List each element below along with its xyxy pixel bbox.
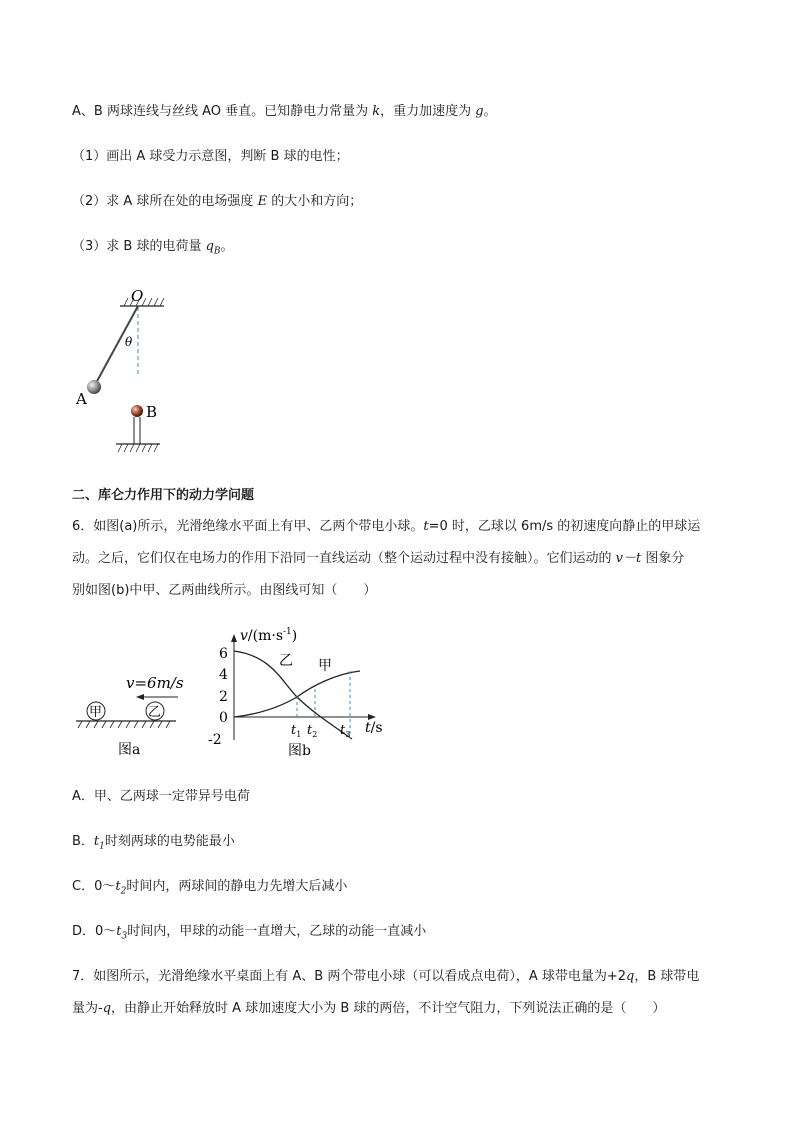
y-axis-label	[240, 627, 297, 644]
question-2: （2）求 A 球所在处的电场强度 E 的大小和方向；	[72, 194, 363, 209]
label-B: B	[146, 403, 158, 421]
y-tick-6: 6	[219, 646, 228, 662]
velocity-label: v=6m/s	[126, 674, 184, 692]
svg-text:v/(m·s-1): $v/(m\cdot s^{-1})$	[240, 627, 298, 644]
y-tick-4: 4	[219, 667, 228, 683]
option-a: A．甲、乙两球一定带异号电荷	[72, 789, 250, 804]
q7-line-2: 量为-q，由静止开始释放时 A 球加速度大小为 B 球的两倍，不计空气阻力，下列说法正确的是（ ）	[72, 1001, 666, 1016]
section-title: 二、库仑力作用下的动力学问题	[72, 488, 255, 503]
figure-b	[200, 622, 400, 762]
q6-line-3: 别如图(b)中甲、乙两曲线所示。由图线可知（ ）	[72, 583, 377, 598]
y-tick-0: 0	[219, 710, 228, 726]
ball-jia-label: 甲	[89, 705, 103, 720]
stand	[116, 417, 160, 452]
svg-text:t3: $t_3$	[340, 723, 351, 739]
svg-text:t2: $t_2$	[307, 723, 318, 739]
q6-line-1: 6．如图(a)所示，光滑绝缘水平面上有甲、乙两个带电小球。t=0 时，乙球以 6m/s 的初速度向静止的甲球运	[72, 519, 701, 534]
ball-B	[131, 405, 143, 417]
ground	[76, 721, 176, 728]
y-tick-neg2: -2	[208, 732, 222, 748]
caption-b: 图b	[288, 743, 311, 759]
velocity-arrow	[136, 694, 178, 700]
svg-text:t1: $t_1$	[291, 723, 302, 739]
y-tick-2: 2	[219, 689, 228, 705]
label-A: A	[76, 390, 87, 408]
q7-line-1: 7．如图所示，光滑绝缘水平桌面上有 A、B 两个带电小球（可以看成点电荷），A 球带电量为+2q，B 球带电	[72, 969, 700, 984]
x-axis-label: t/s	[365, 720, 383, 736]
figure-a	[70, 662, 190, 762]
question-3: （3）求 B 球的电荷量 $q_B$。	[72, 239, 234, 257]
q6-line-2: 动。之后，它们仅在电场力的作用下沿同一直线运动（整个运动过程中没有接触）。它们运动的 v－t 图象分	[72, 551, 685, 566]
label-O: O	[131, 287, 144, 305]
option-b: B．$t_1$时刻两球的电势能最小	[72, 834, 235, 852]
t-labels	[291, 723, 350, 739]
ball-A	[87, 380, 101, 394]
intro-line-1: A、B 两球连线与丝线 AO 垂直。已知静电力常量为 k，重力加速度为 g。	[72, 104, 497, 119]
label-theta: θ	[125, 335, 133, 349]
curve-jia-label: 甲	[318, 658, 332, 674]
curve-yi-label: 乙	[279, 653, 293, 669]
question-1: （1）画出 A 球受力示意图，判断 B 球的电性；	[72, 149, 349, 164]
caption-a: 图a	[118, 742, 141, 758]
ball-yi-label: 乙	[148, 705, 162, 720]
pendulum-figure	[70, 284, 180, 459]
y-axis-arrow	[231, 634, 237, 642]
option-c: C．$0\sim t_2$时间内，两球间的静电力先增大后减小	[72, 879, 348, 897]
option-d: D．$0\sim t_3$时间内，甲球的动能一直增大，乙球的动能一直减小	[72, 924, 427, 942]
